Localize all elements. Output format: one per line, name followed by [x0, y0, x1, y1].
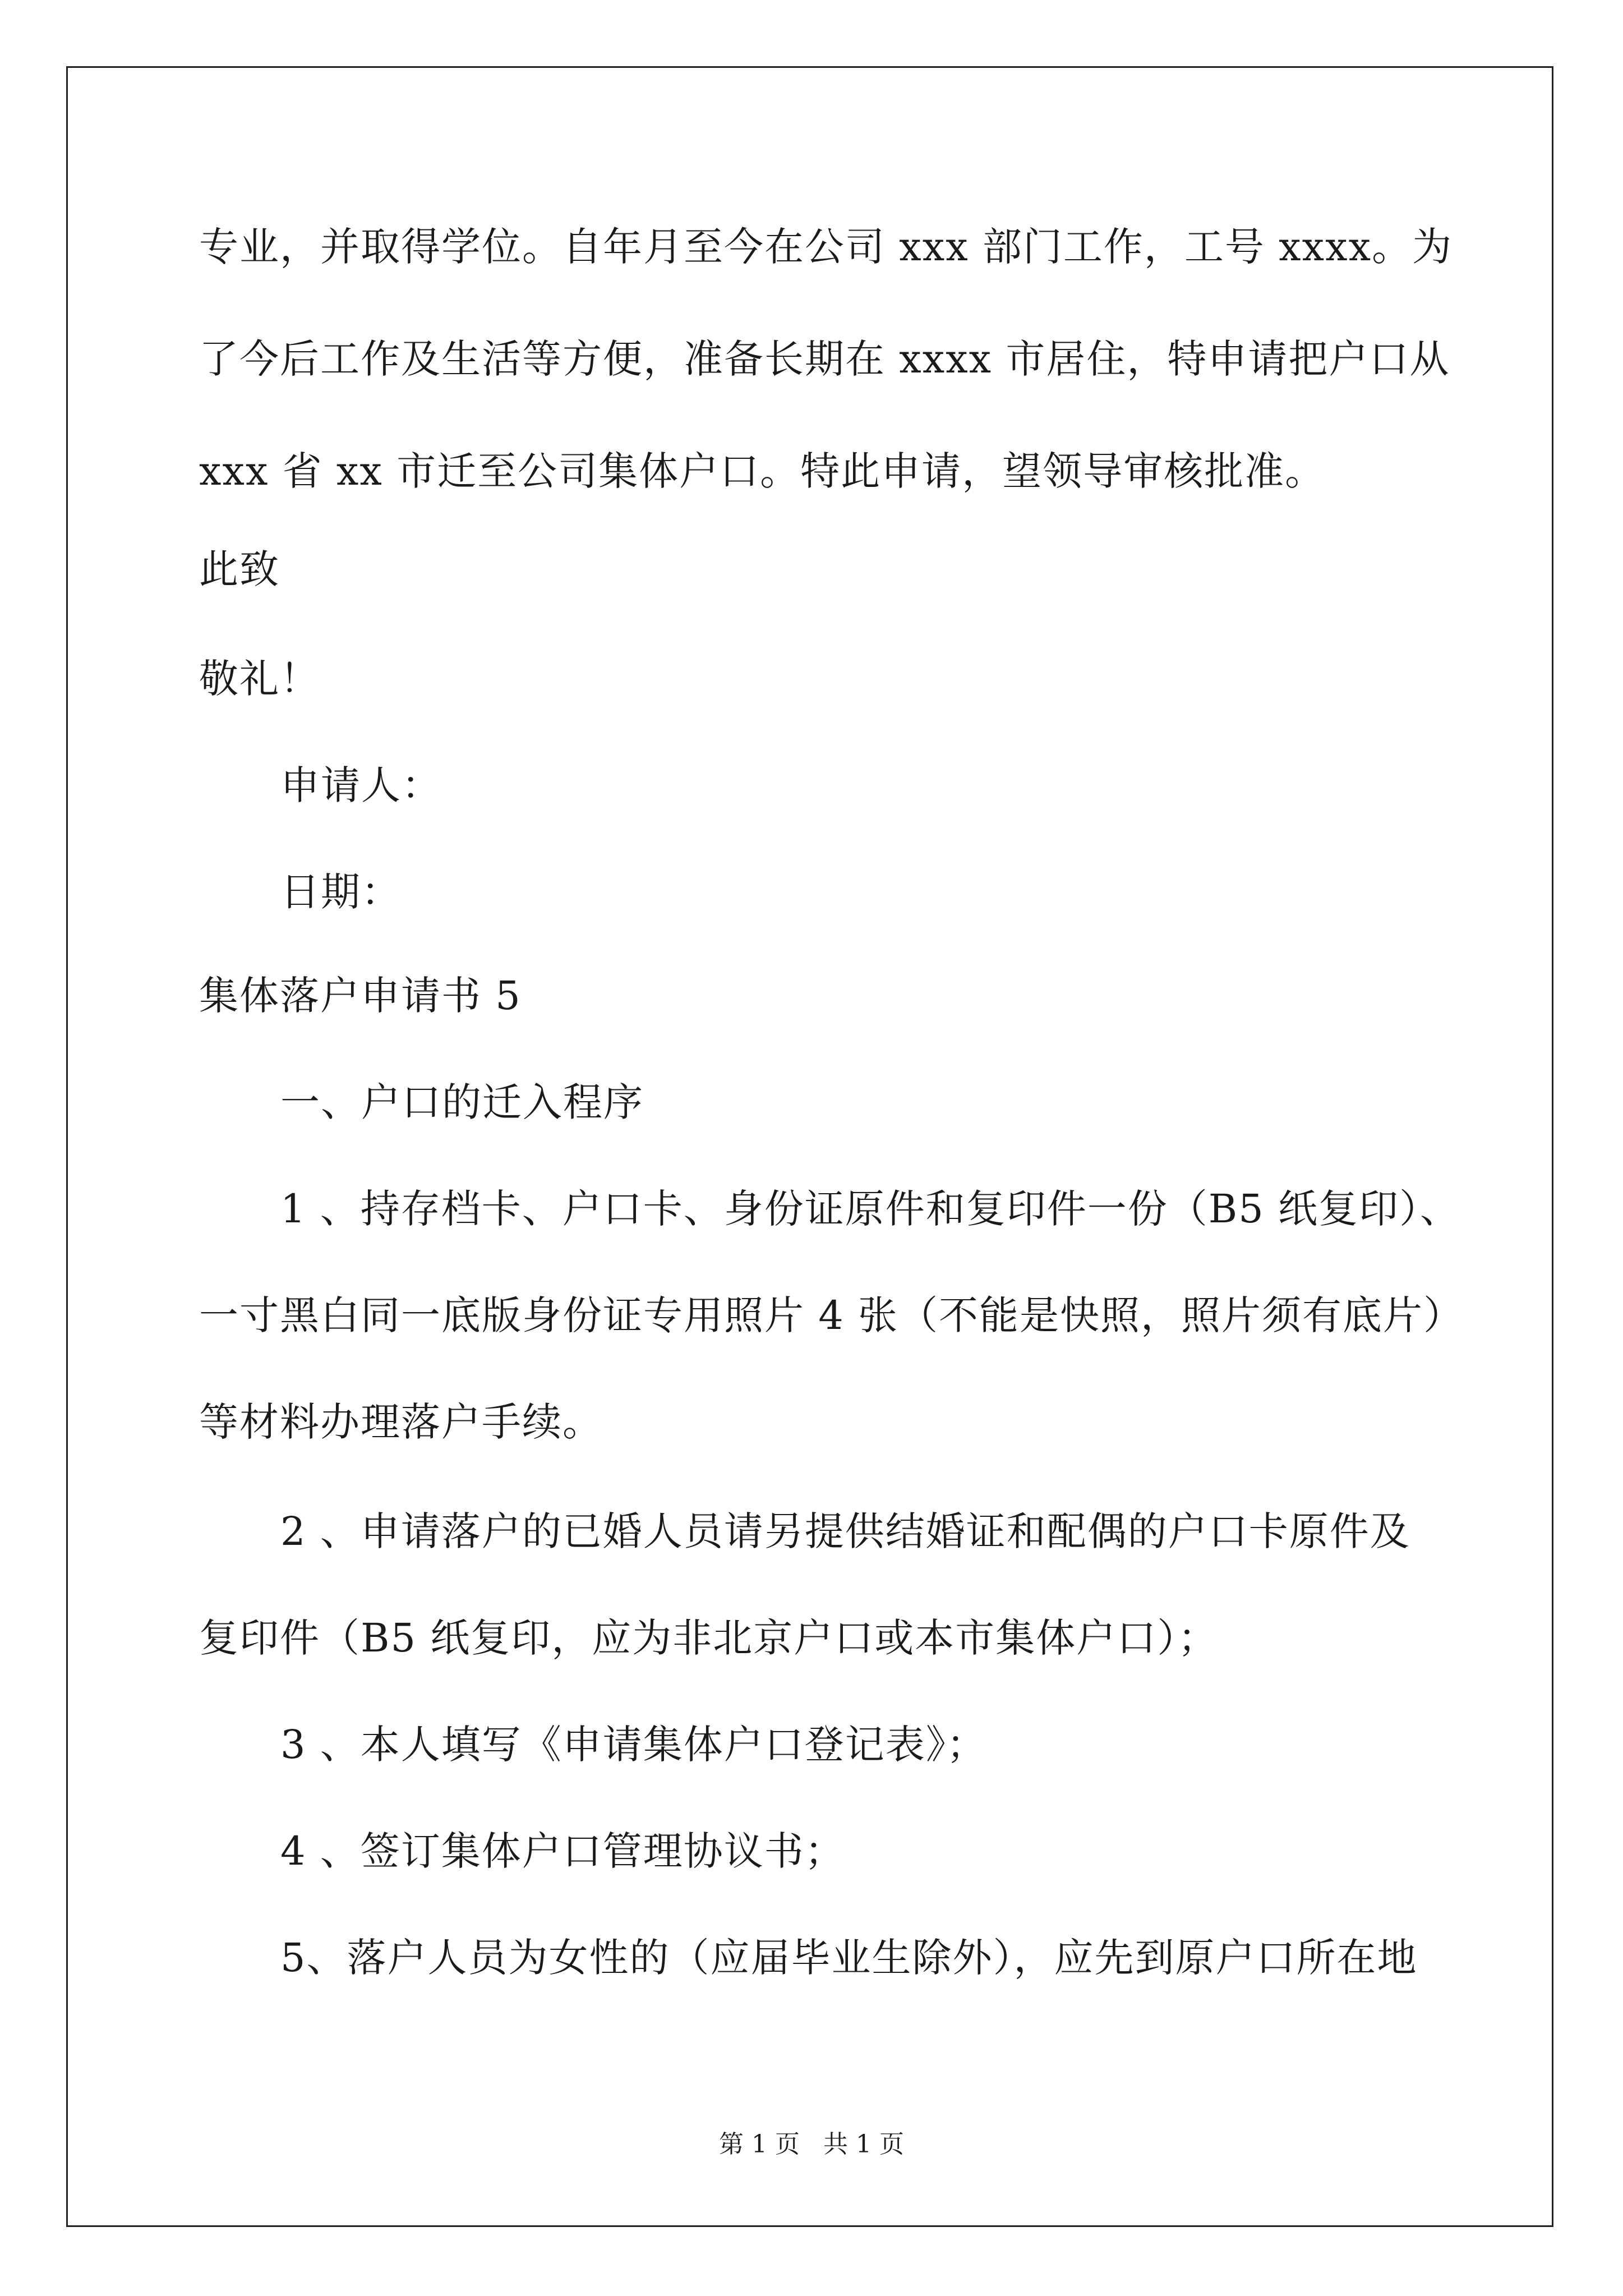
applicant-label: 申请人： — [280, 762, 442, 808]
body-line: 专业，并取得学位。自年月至今在公司 xxx 部门工作，工号 xxxx。为 — [199, 224, 1453, 270]
list-item-continuation: 等材料办理落户手续。 — [199, 1399, 603, 1445]
list-item: 4 、签订集体户口管理协议书； — [280, 1828, 845, 1874]
section-heading: 一、户口的迁入程序 — [280, 1079, 644, 1125]
date-label: 日期： — [280, 869, 402, 915]
list-item: 3 、本人填写《申请集体户口登记表》； — [280, 1722, 987, 1768]
salutation-line: 此致 — [199, 546, 280, 592]
body-line: xxx 省 xx 市迁至公司集体户口。特此申请，望领导审核批准。 — [199, 448, 1326, 494]
list-item: 5、落户人员为女性的（应届毕业生除外），应先到原户口所在地 — [280, 1935, 1418, 1981]
salutation-line: 敬礼！ — [199, 656, 320, 702]
list-item-continuation: 一寸黑白同一底版身份证专用照片 4 张（不能是快照，照片须有底片） — [199, 1292, 1464, 1338]
list-item-continuation: 复印件（B5 纸复印，应为非北京户口或本市集体户口）； — [199, 1615, 1219, 1661]
section-title: 集体落户申请书 5 — [199, 973, 522, 1019]
page-border — [66, 66, 1553, 2227]
list-item: 2 、申请落户的已婚人员请另提供结婚证和配偶的户口卡原件及 — [280, 1508, 1410, 1554]
list-item: 1 、持存档卡、户口卡、身份证原件和复印件一份（B5 纸复印）、 — [280, 1186, 1461, 1232]
page-footer: 第 1 页 共 1 页 — [719, 2130, 904, 2159]
body-line: 了今后工作及生活等方便，准备长期在 xxxx 市居住，特申请把户口从 — [199, 336, 1450, 382]
